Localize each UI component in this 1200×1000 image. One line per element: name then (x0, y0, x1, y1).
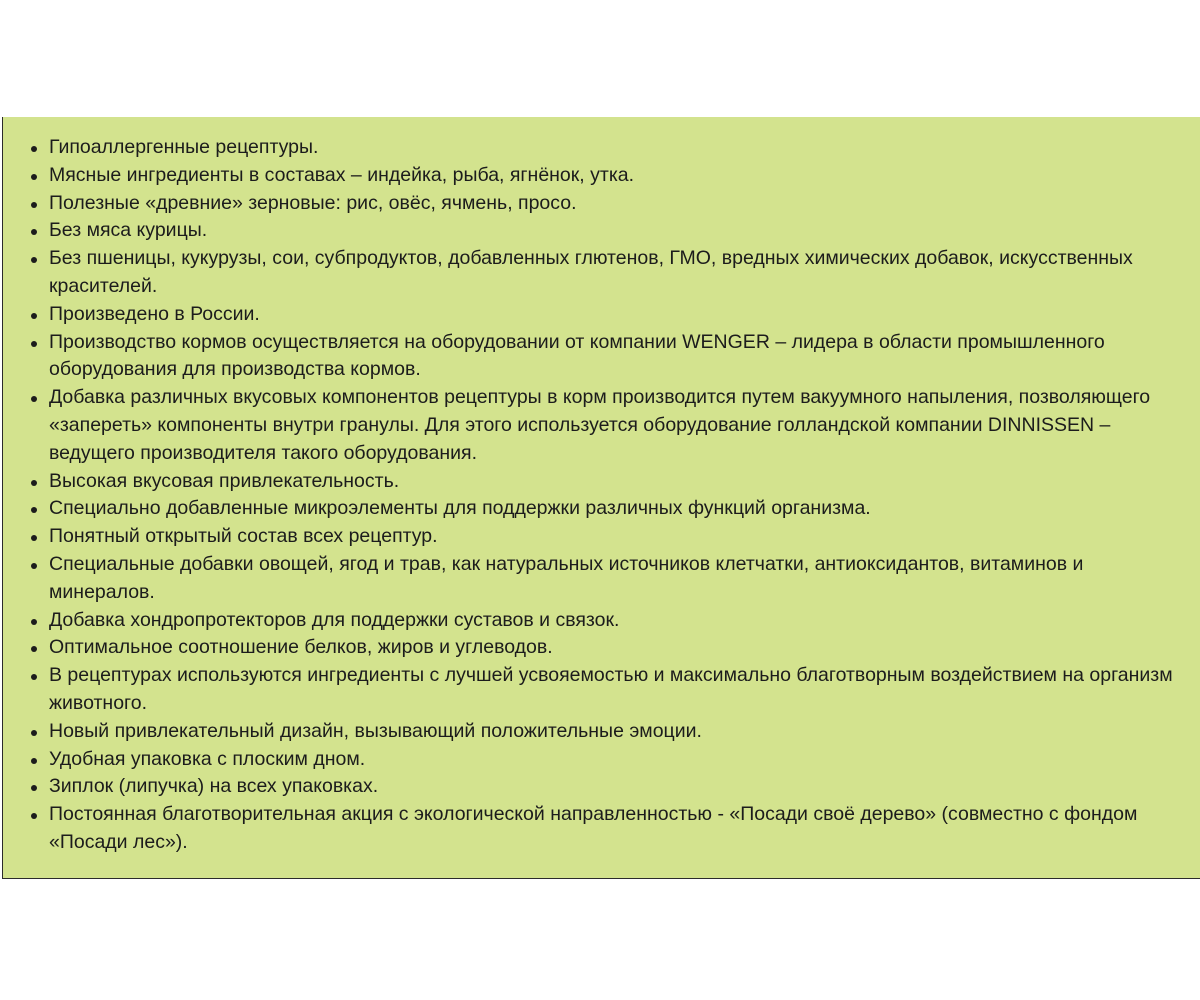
feature-text: Произведено в России. (49, 302, 260, 325)
bullet-icon (31, 341, 37, 347)
feature-item-10 (3, 495, 1200, 523)
bullet-icon (31, 785, 37, 791)
feature-text: Добавка различных вкусовых компонентов рецептуры в корм производится путем вакуумного напыления, позволяющего «запереть» компоненты внутри гранулы. Для этого используется оборудование голландской компании DINNISSEN – ведущего производителя такого оборудования. (49, 386, 1151, 464)
feature-item-12 (3, 551, 1200, 607)
feature-item-2 (3, 162, 1200, 190)
feature-item-18 (3, 773, 1200, 801)
features-list (3, 117, 1200, 857)
feature-text: Постоянная благотворительная акция с экологической направленностью - «Посади своё дерево» (совместно с фондом «Посади лес»). (49, 803, 1138, 853)
feature-text: Понятный открытый состав всех рецептур. (49, 525, 438, 548)
bullet-icon (31, 646, 37, 652)
feature-text: Без пшеницы, кукурузы, сои, субпродуктов, добавленных глютенов, ГМО, вредных химических добавок, искусственных красителей. (49, 247, 1133, 297)
feature-item-1 (3, 134, 1200, 162)
feature-item-11 (3, 523, 1200, 551)
bullet-icon (31, 202, 37, 208)
feature-item-5 (3, 245, 1200, 301)
feature-item-7 (3, 329, 1200, 385)
feature-text: Мясные ингредиенты в составах – индейка, рыба, ягнёнок, утка. (49, 163, 635, 186)
bullet-icon (31, 257, 37, 263)
bullet-icon (31, 507, 37, 513)
feature-text: Добавка хондропротекторов для поддержки суставов и связок. (49, 608, 620, 631)
features-panel (2, 117, 1200, 879)
bullet-icon (31, 674, 37, 680)
feature-text: Гипоаллергенные рецептуры. (49, 136, 319, 158)
bullet-icon (31, 313, 37, 319)
feature-text: Зиплок (липучка) на всех упаковках. (49, 775, 379, 798)
feature-text: В рецептурах используются ингредиенты с лучшей усвояемостью и максимально благотворным воздействием на организм животного. (49, 664, 1173, 714)
feature-text: Высокая вкусовая привлекательность. (49, 469, 400, 492)
feature-text: Полезные «древние» зерновые: рис, овёс, ячмень, просо. (49, 191, 577, 214)
bullet-icon (31, 396, 37, 402)
feature-text: Специально добавленные микроэлементы для поддержки различных функций организма. (49, 497, 871, 520)
feature-item-16 (3, 718, 1200, 746)
feature-text: Производство кормов осуществляется на оборудовании от компании WENGER – лидера в области промышленного оборудования для производства кормов. (49, 330, 1105, 381)
bullet-icon (31, 229, 37, 235)
feature-item-15 (3, 662, 1200, 718)
bullet-icon (31, 813, 37, 819)
feature-item-17 (3, 746, 1200, 774)
feature-text: Оптимальное соотношение белков, жиров и углеводов. (49, 636, 553, 659)
bullet-icon (31, 535, 37, 541)
feature-item-3 (3, 190, 1200, 218)
feature-text: Новый привлекательный дизайн, вызывающий положительные эмоции. (49, 719, 702, 742)
bullet-icon (31, 619, 37, 625)
feature-item-14 (3, 634, 1200, 662)
feature-item-6 (3, 301, 1200, 329)
feature-item-4 (3, 217, 1200, 245)
feature-text: Специальные добавки овощей, ягод и трав, как натуральных источников клетчатки, антиоксидантов, витаминов и минералов. (49, 552, 1084, 603)
feature-item-8 (3, 384, 1200, 467)
feature-item-13 (3, 607, 1200, 635)
feature-text: Без мяса курицы. (49, 219, 208, 242)
bullet-icon (31, 174, 37, 180)
bullet-icon (31, 146, 37, 152)
bullet-icon (31, 758, 37, 764)
bullet-icon (31, 730, 37, 736)
feature-item-19 (3, 801, 1200, 857)
feature-item-9 (3, 468, 1200, 496)
bullet-icon (31, 563, 37, 569)
feature-text: Удобная упаковка с плоским дном. (49, 747, 366, 770)
bullet-icon (31, 480, 37, 486)
